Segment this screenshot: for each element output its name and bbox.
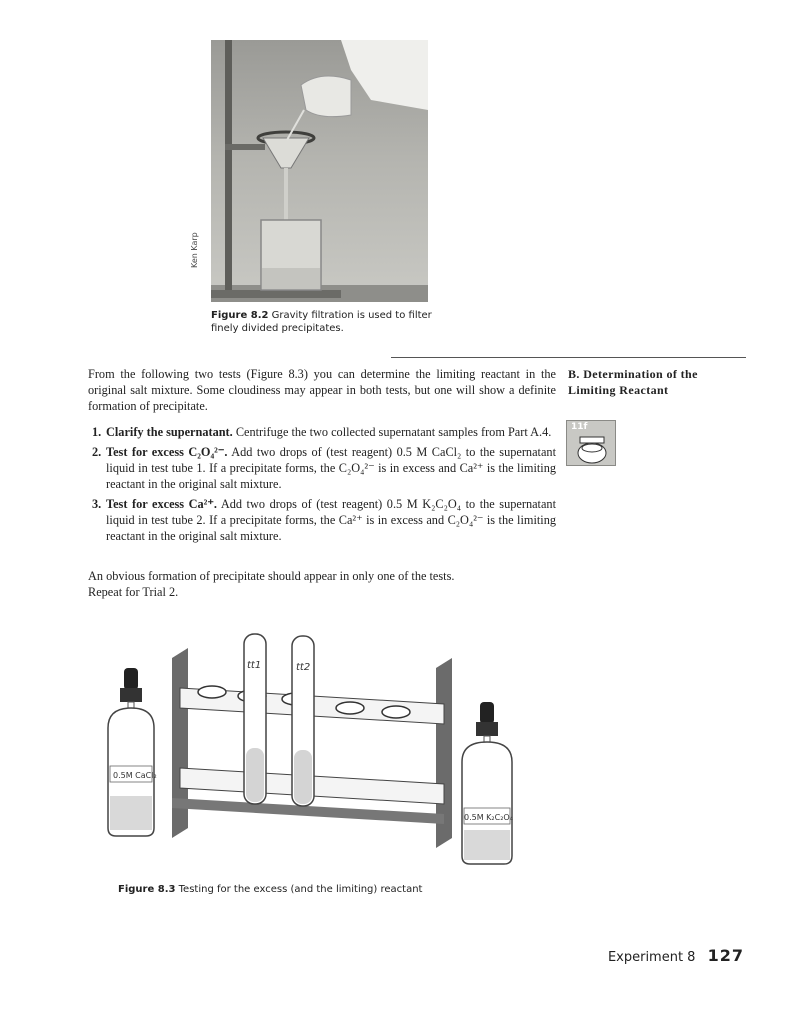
gravity-filtration-photo bbox=[211, 40, 428, 302]
closing-paragraph bbox=[88, 568, 568, 600]
figure-8-3-caption bbox=[118, 884, 422, 895]
figure-8-2-label: Figure 8.2 bbox=[211, 310, 269, 321]
left-bottle-label: 0.5M CaCl₂ bbox=[113, 771, 157, 780]
step-1-text: Centrifuge the two collected supernatant samples from Part A.4. bbox=[235, 425, 552, 439]
step-1-number: 1. bbox=[92, 425, 102, 439]
tube-1-label: tt1 bbox=[247, 660, 262, 671]
test-tube-rack-figure bbox=[100, 628, 560, 868]
left-dropper-bottle bbox=[108, 668, 154, 836]
right-bottle-label: 0.5M K₂C₂O₄ bbox=[464, 813, 513, 822]
step-2 bbox=[88, 444, 556, 492]
page-number: 127 bbox=[707, 946, 744, 965]
intro-paragraph: From the following two tests (Figure 8.3) you can determine the limiting reactant in the original salt mixture. Some cloudiness may appear in both tests, but one will show a definite formation of precipitate. bbox=[88, 367, 556, 413]
figure-8-2-caption bbox=[211, 309, 441, 335]
step-3 bbox=[88, 496, 556, 544]
video-reference-icon bbox=[566, 420, 616, 466]
step-2-text: Add two drops of (test reagent) 0.5 M CaCl₂ to the supernatant liquid in test tube 1. If a precipitate forms, the C₂O₄²⁻ is in excess and Ca²⁺ is the limiting reactant in the original salt mixture. bbox=[106, 445, 556, 491]
section-rule bbox=[391, 357, 746, 358]
closing-line-1: An obvious formation of precipitate should appear in only one of the tests. bbox=[88, 569, 455, 583]
step-3-lead: Test for excess Ca²⁺. bbox=[106, 497, 217, 511]
figure-8-3-caption-text: Testing for the excess (and the limiting) reactant bbox=[178, 884, 423, 895]
video-reference-label: 11f bbox=[571, 422, 588, 432]
photo-credit: Ken Karp bbox=[190, 232, 199, 268]
step-3-number: 3. bbox=[92, 497, 102, 511]
experiment-label: Experiment 8 bbox=[607, 950, 696, 965]
closing-line-2: Repeat for Trial 2. bbox=[88, 585, 179, 599]
procedure-steps bbox=[88, 424, 556, 548]
tube-2-label: tt2 bbox=[296, 662, 311, 673]
step-1 bbox=[88, 424, 556, 440]
right-dropper-bottle bbox=[462, 702, 512, 864]
section-title: B. Determination of the Limiting Reactant bbox=[568, 367, 698, 397]
step-3-text: Add two drops of (test reagent) 0.5 M K₂C₂O₄ to the supernatant liquid in test tube 2. If a precipitate forms, the Ca²⁺ is in excess and C₂O₄²⁻ is the limiting reactant in the original salt mixture. bbox=[106, 497, 556, 543]
figure-8-3-label: Figure 8.3 bbox=[118, 884, 176, 895]
step-2-number: 2. bbox=[92, 445, 102, 459]
step-1-lead: Clarify the supernatant. bbox=[106, 425, 233, 439]
page-footer bbox=[608, 946, 744, 965]
figure-8-2-caption-text: Gravity filtration is used to filter finely divided precipitates. bbox=[211, 310, 432, 334]
step-2-lead: Test for excess C₂O₄²⁻. bbox=[106, 445, 228, 459]
